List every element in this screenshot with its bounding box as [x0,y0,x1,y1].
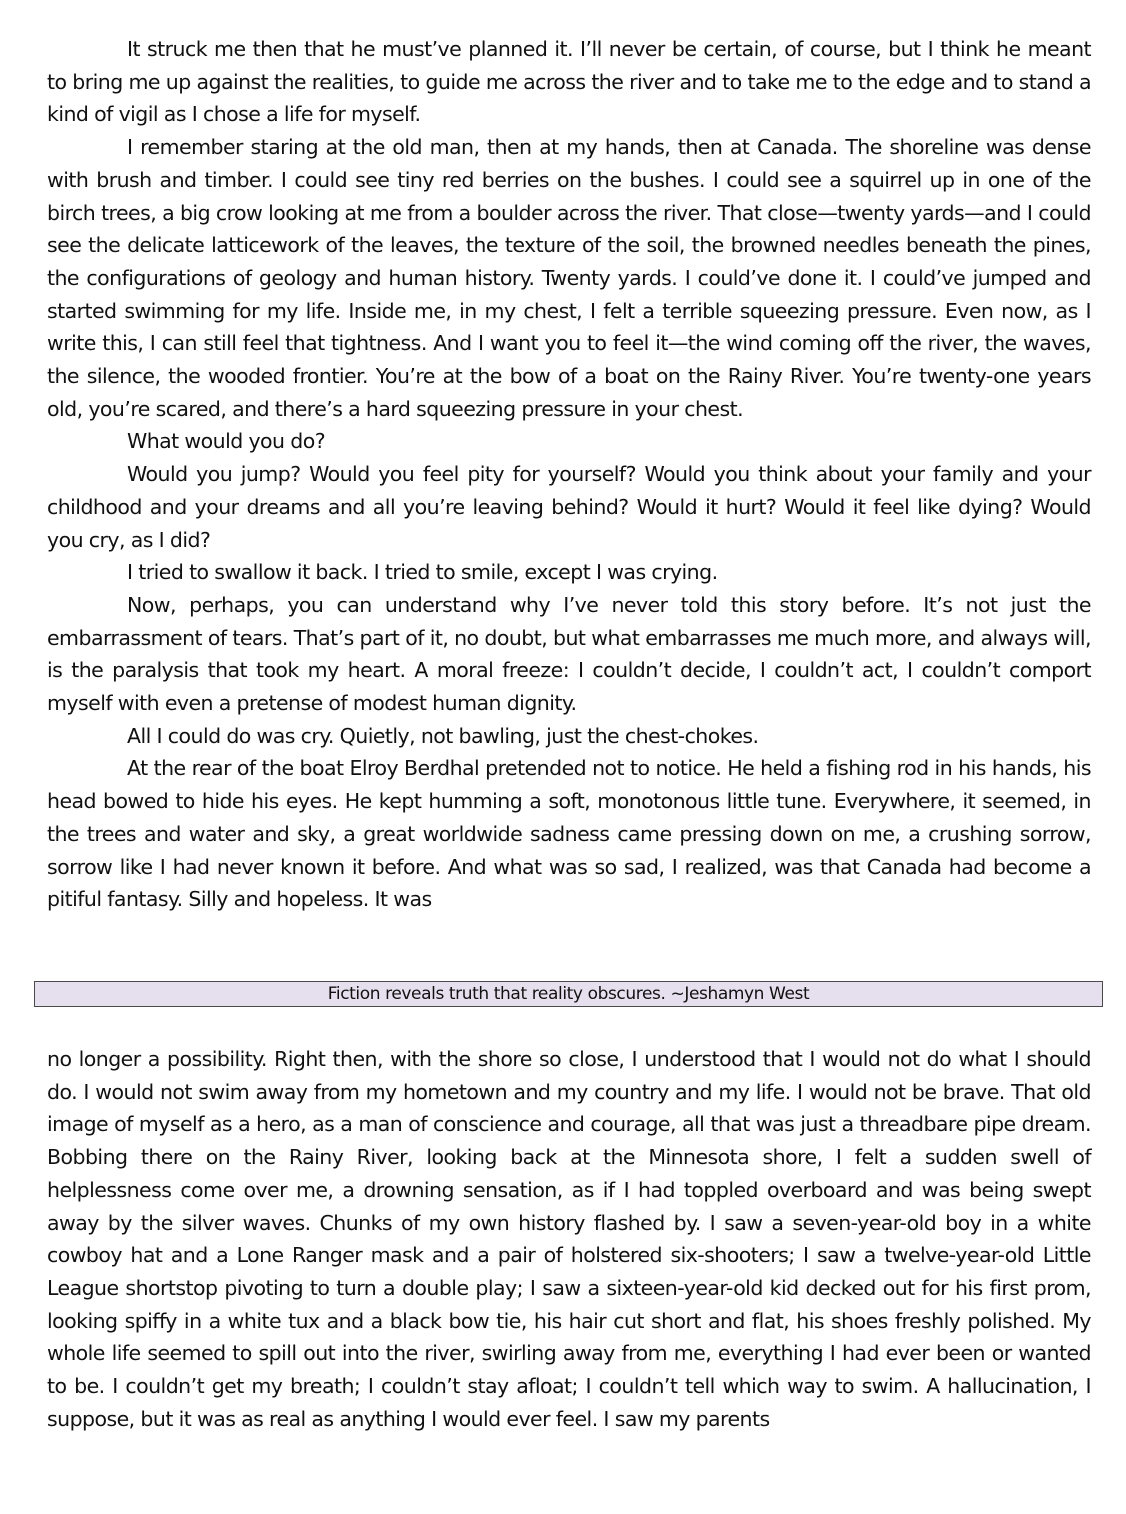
paragraph: At the rear of the boat Elroy Berdhal pretended not to notice. He held a fishing rod in his hands, his head bowed to hide his eyes. He kept humming a soft, monotonous little tune. Everywhere, it seemed, in the trees and water and sky, a great worldwide sadness came pressing down on me, a crushing sorrow, sorrow like I had never known it before. And what was so sad, I realized, was that Canada had become a pitiful fantasy. Silly and hopeless. It was [47,756,1091,912]
paragraph: What would you do? [127,429,326,454]
paragraph: I remember staring at the old man, then at my hands, then at Canada. The shoreline was dense with brush and timber. I could see tiny red berries on the bushes. I could see a squirrel up in one of the birch trees, a big crow looking at me from a boulder across the river. That close—twenty yards—and I could see the delicate latticework of the leaves, the texture of the soil, the browned needles beneath the pines, the configurations of geology and human history. Twenty yards. I could’ve done it. I could’ve jumped and started swimming for my life. Inside me, in my chest, I felt a terrible squeezing pressure. Even now, as I write this, I can still feel that tightness. And I want you to feel it—the wind coming off the river, the waves, the silence, the wooded frontier. You’re at the bow of a boat on the Rainy River. You’re twenty-one years old, you’re scared, and there’s a hard squeezing pressure in your chest. [47,135,1091,421]
paragraph: no longer a possibility. Right then, with the shore so close, I understood that I would not do what I should do. I would not swim away from my hometown and my country and my life. I would not be brave. That old image of myself as a hero, as a man of conscience and courage, all that was just a threadbare pipe dream. Bobbing there on the Rainy River, looking back at the Minnesota shore, I felt a sudden swell of helplessness come over me, a drowning sensation, as if I had toppled overboard and was being swept away by the silver waves. Chunks of my own history flashed by. I saw a seven-year-old boy in a white cowboy hat and a Lone Ranger mask and a pair of holstered six-shooters; I saw a twelve-year-old Little League shortstop pivoting to turn a double play; I saw a sixteen-year-old kid decked out for his first prom, looking spiffy in a white tux and a black bow tie, his hair cut short and flat, his shoes freshly polished. My whole life seemed to spill out into the river, swirling away from me, everything I had ever been or wanted to be. I couldn’t get my breath; I couldn’t stay afloat; I couldn’t tell which way to swim. A hallucination, I suppose, but it was as real as anything I would ever feel. I saw my parents [47,1047,1091,1431]
quote-banner: Fiction reveals truth that reality obscures. ~Jeshamyn West [34,981,1103,1007]
paragraph: All I could do was cry. Quietly, not bawling, just the chest-chokes. [127,723,759,748]
paragraph: It struck me then that he must’ve planned it. I’ll never be certain, of course, but I think he meant to bring me up against the realities, to guide me across the river and to take me to the edge and to stand a kind of vigil as I chose a life for myself. [47,37,1091,127]
lower-body-text [47,1043,1091,1435]
upper-body-text [47,33,1091,916]
paragraph: Would you jump? Would you feel pity for yourself? Would you think about your family and your childhood and your dreams and all you’re leaving behind? Would it hurt? Would it feel like dying? Would you cry, as I did? [47,462,1091,552]
paragraph: I tried to swallow it back. I tried to smile, except I was crying. [127,560,718,585]
paragraph: Now, perhaps, you can understand why I’ve never told this story before. It’s not just the embarrassment of tears. That’s part of it, no doubt, but what embarrasses me much more, and always will, is the paralysis that took my heart. A moral freeze: I couldn’t decide, I couldn’t act, I couldn’t comport myself with even a pretense of modest human dignity. [47,592,1091,716]
